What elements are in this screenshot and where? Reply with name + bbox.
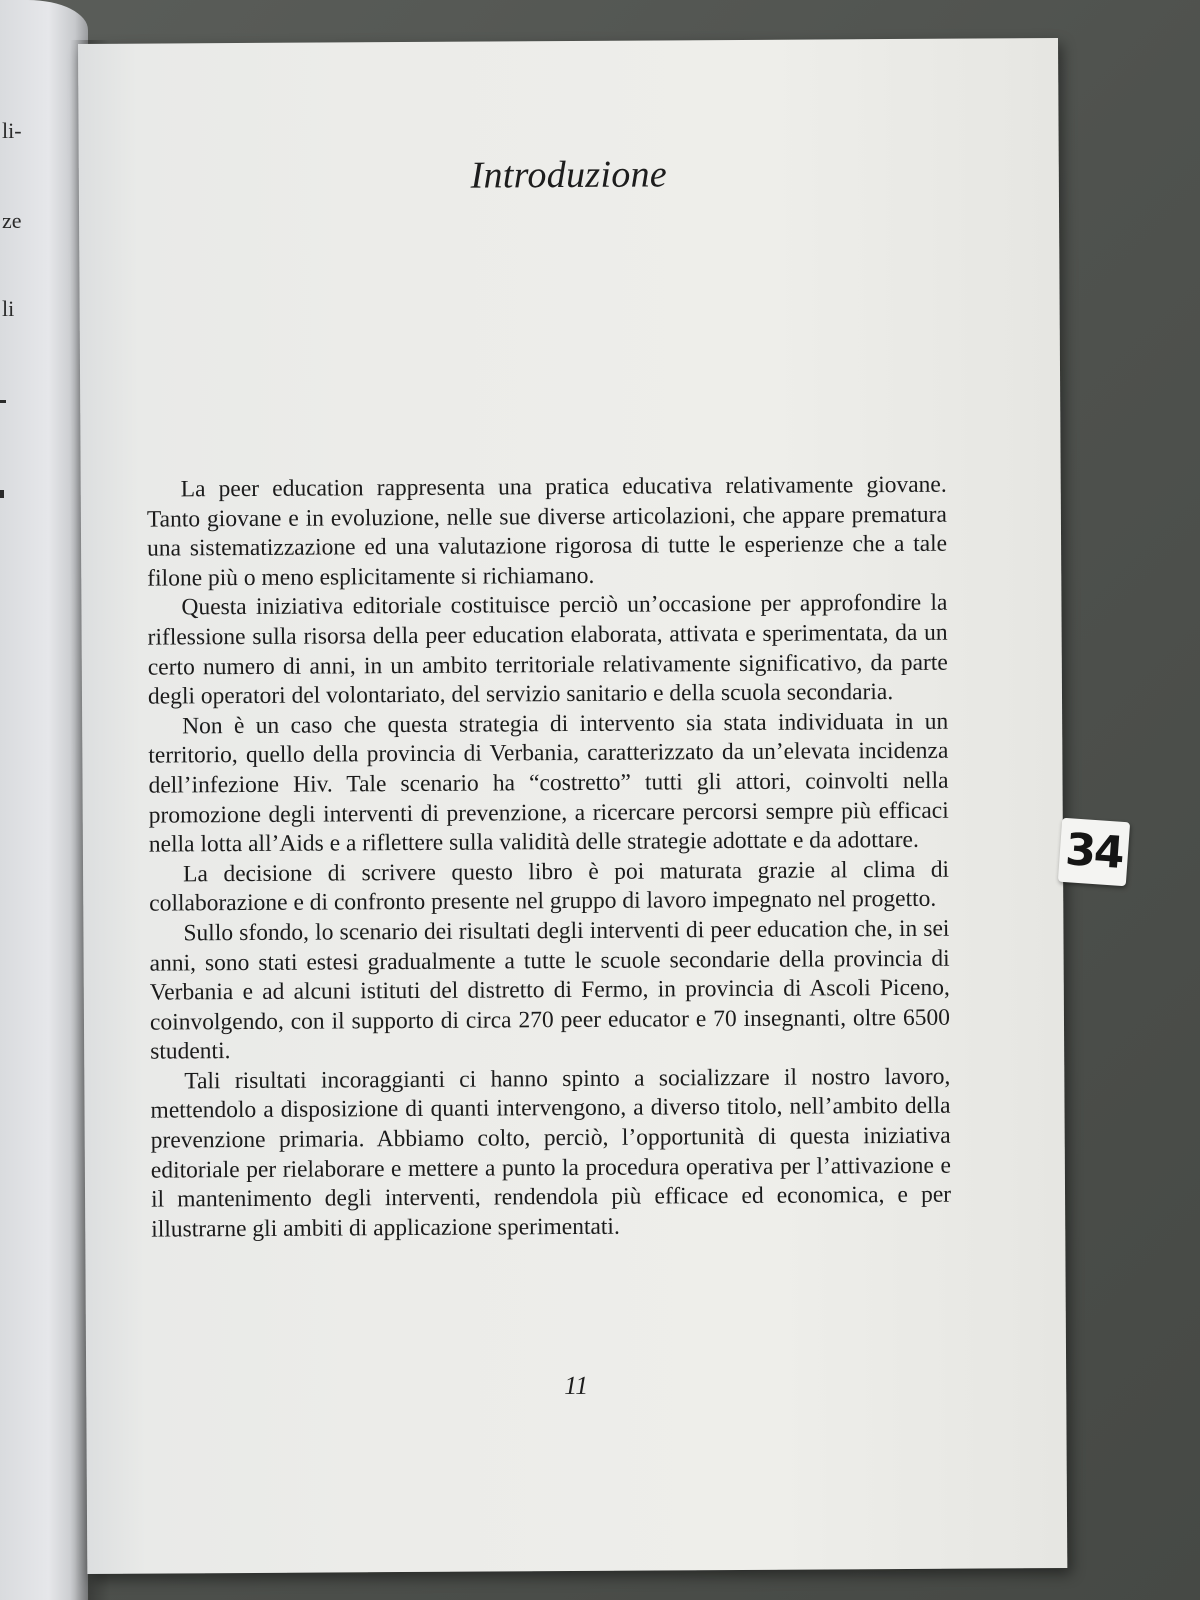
paragraph: La decisione di scrivere questo libro è poi maturata grazie al clima di collaborazione e di confronto presente nel gruppo di lavoro impegnato nel progetto. bbox=[149, 856, 950, 917]
paragraph: Tali risultati incoraggianti ci hanno spinto a socializzare il nostro lavoro, mettendolo a disposizione di quanti intervengono, a diverso titolo, nell’ambito della prevenzione primaria. Abbiamo colto, perciò, l’opportunità di questa iniziativa editoriale per rielaborare e mettere a punto la procedura operativa per l’attivazione e il mantenimento degli interventi, rendendola più efficace ed economica, e per illustrarne gli ambiti di applicazione sperimentati. bbox=[150, 1063, 952, 1243]
tag-label: 34 bbox=[1063, 824, 1125, 879]
paragraph: Questa iniziativa editoriale costituisce perciò un’occasione per approfondire la riflessione sulla risorsa della peer education elaborata, attivata e sperimentata, da un certo numero di anni, in un ambito territoriale relativamente significativo, da parte degli operatori del volontariato, del servizio sanitario e della scuola secondaria. bbox=[147, 590, 948, 710]
left-page-mark bbox=[0, 400, 6, 403]
handwritten-number-tag bbox=[1058, 818, 1130, 887]
page-number: 11 bbox=[564, 1370, 589, 1401]
book-page bbox=[78, 38, 1067, 1574]
left-page-fragment: ze bbox=[2, 208, 22, 233]
left-page-fragment: li- bbox=[2, 118, 22, 143]
page-body bbox=[147, 471, 952, 1245]
paragraph: Sullo sfondo, lo scenario dei risultati degli interventi di peer education che, in sei anni, sono stati estesi gradualmente a tutte le scuole secondarie della provincia di Verbania e ad alcuni istituti del distretto di Fermo, in provincia di Ascoli Piceno, coinvolgendo, con il supporto di circa 270 peer educator e 70 insegnanti, oltre 6500 studenti. bbox=[149, 915, 951, 1065]
paragraph: Non è un caso che questa strategia di intervento sia stata individuata in un territorio, quello della provincia di Verbania, caratterizzato da un’elevata incidenza dell’infezione Hiv. Tale scenario ha “costretto” tutti gli attori, coinvolti nella promozione degli interventi di prevenzione, a ricercare percorsi sempre più efficaci nella lotta all’Aids e a riflettere sulla validità delle strategie adottate e da adottare. bbox=[148, 708, 949, 858]
page-title: Introduzione bbox=[470, 153, 668, 197]
left-page-fragment: li bbox=[2, 296, 15, 321]
left-page-mark bbox=[0, 490, 4, 498]
paragraph: La peer education rappresenta una pratica educativa relativamente giovane. Tanto giovane e in evoluzione, nelle sue diverse articolazioni, che appare prematura una sistematizzazione ed una valutazione rigorosa di tutte le esperienze che a tale filone più o meno esplicitamente si richiamano. bbox=[146, 471, 948, 592]
